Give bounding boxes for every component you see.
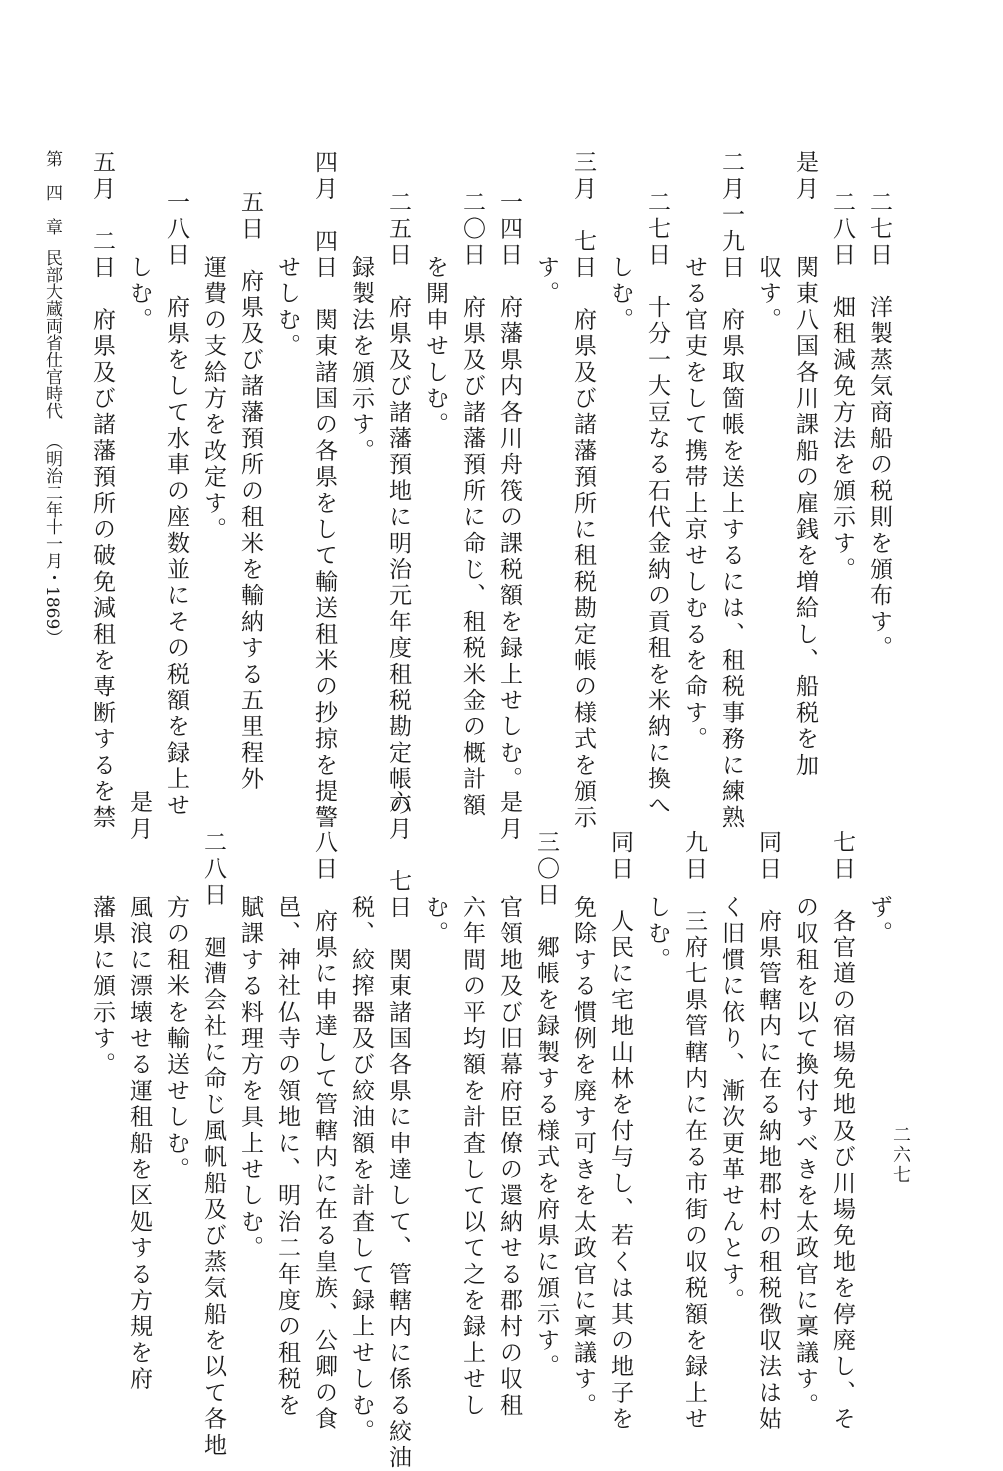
text-column: を開申せしむ。: [422, 150, 448, 439]
text-column: す。: [533, 150, 559, 308]
text-column: 九日 三府七県管轄内に在る市街の収税額を録上せ: [681, 830, 707, 1433]
text-column: 二八日 廻漕会社に命じ風帆船及び蒸気船を以て各地: [200, 830, 226, 1459]
text-column: 二八日 畑租減免方法を頒示す。: [829, 190, 855, 583]
text-column: 八日 府県に申達して管轄内に在る皇族、公卿の食: [311, 830, 337, 1433]
text-column: 邑、神社仏寺の領地に、明治二年度の租税を: [274, 790, 300, 1419]
text-column: しむ。: [607, 150, 633, 334]
text-column: 二五日 府県及び諸藩預地に明治元年度租税勘定帳の: [385, 190, 411, 819]
text-column: 藩県に頒示す。: [89, 790, 115, 1079]
text-column: 二〇日 府県及び諸藩預所に命じ、租税米金の概計額: [459, 190, 485, 819]
text-column: しむ。: [644, 790, 670, 974]
text-column: 二七日 十分一大豆なる石代金納の貢租を米納に換へ: [644, 190, 670, 819]
text-column: 一八日 府県をして水車の座数並にその税額を録上せ: [163, 190, 189, 819]
section-title: 民部大蔵両省仕官時代: [42, 249, 62, 419]
text-column: 方の租米を輸送せしむ。: [163, 790, 189, 1183]
text-column: 同日 府県管轄内に在る納地郡村の租税徴収法は姑: [755, 830, 781, 1433]
text-column: 七日 各官道の宿場免地及び川場免地を停廃し、そ: [829, 830, 855, 1433]
text-column: せしむ。: [274, 150, 300, 360]
text-column: 是月 風浪に漂壊せる運租船を区処する方規を府: [126, 790, 152, 1393]
text-column: む。: [422, 790, 448, 948]
page-number: 二六七: [890, 1125, 911, 1185]
chapter-label: 第 四 章: [42, 150, 62, 235]
text-column: 二七日 洋製蒸気商船の税則を頒布す。: [866, 190, 892, 662]
text-column: 是月 関東八国各川課船の雇銭を増給し、船税を加: [792, 150, 818, 779]
era-note: （明治二年十一月・1869）: [42, 433, 62, 647]
text-column: 三〇日 郷帳を録製する様式を府県に頒示す。: [533, 830, 559, 1381]
running-header: [40, 150, 64, 646]
text-column: 一四日 府藩県内各川舟筏の課税額を録上せしむ。: [496, 190, 522, 793]
text-column: 運費の支給方を改定す。: [200, 150, 226, 543]
text-column: 四月 四日 関東諸国の各県をして輸送租米の抄掠を提警: [311, 150, 337, 832]
text-column: 二月一九日 府県取箇帳を送上するには、租税事務に練熟: [718, 150, 744, 832]
text-column: せる官吏をして携帯上京せしむるを命す。: [681, 150, 707, 753]
text-column: ず。: [866, 790, 892, 948]
text-column: 六年間の平均額を計査して以て之を録上せし: [459, 790, 485, 1419]
text-column: 三月 七日 府県及び諸藩預所に租税勘定帳の様式を頒示: [570, 150, 596, 832]
text-column: 五日 府県及び諸藩預所の租米を輸納する五里程外: [237, 190, 263, 793]
text-column: 免除する慣例を廃す可きを太政官に稟議す。: [570, 790, 596, 1419]
text-column: 税、絞搾器及び絞油額を計査して録上せしむ。: [348, 790, 374, 1445]
text-column: 録製法を頒示す。: [348, 150, 374, 465]
text-column: 是月 官領地及び旧幕府臣僚の還納せる郡村の収租: [496, 790, 522, 1419]
text-column: 賦課する料理方を具上せしむ。: [237, 790, 263, 1262]
text-column: の収租を以て換付すべきを太政官に稟議す。: [792, 790, 818, 1419]
text-column: 同日 人民に宅地山林を付与し、若くは其の地子を: [607, 830, 633, 1433]
text-column: 六月 七日 関東諸国各県に申達して、管轄内に係る絞油: [385, 790, 411, 1471]
text-column: く旧慣に依り、漸次更革せんとす。: [718, 790, 744, 1314]
text-column: 五月 二日 府県及び諸藩預所の破免減租を専断するを禁: [89, 150, 115, 832]
text-column: しむ。: [126, 150, 152, 334]
text-column: 収す。: [755, 150, 781, 334]
